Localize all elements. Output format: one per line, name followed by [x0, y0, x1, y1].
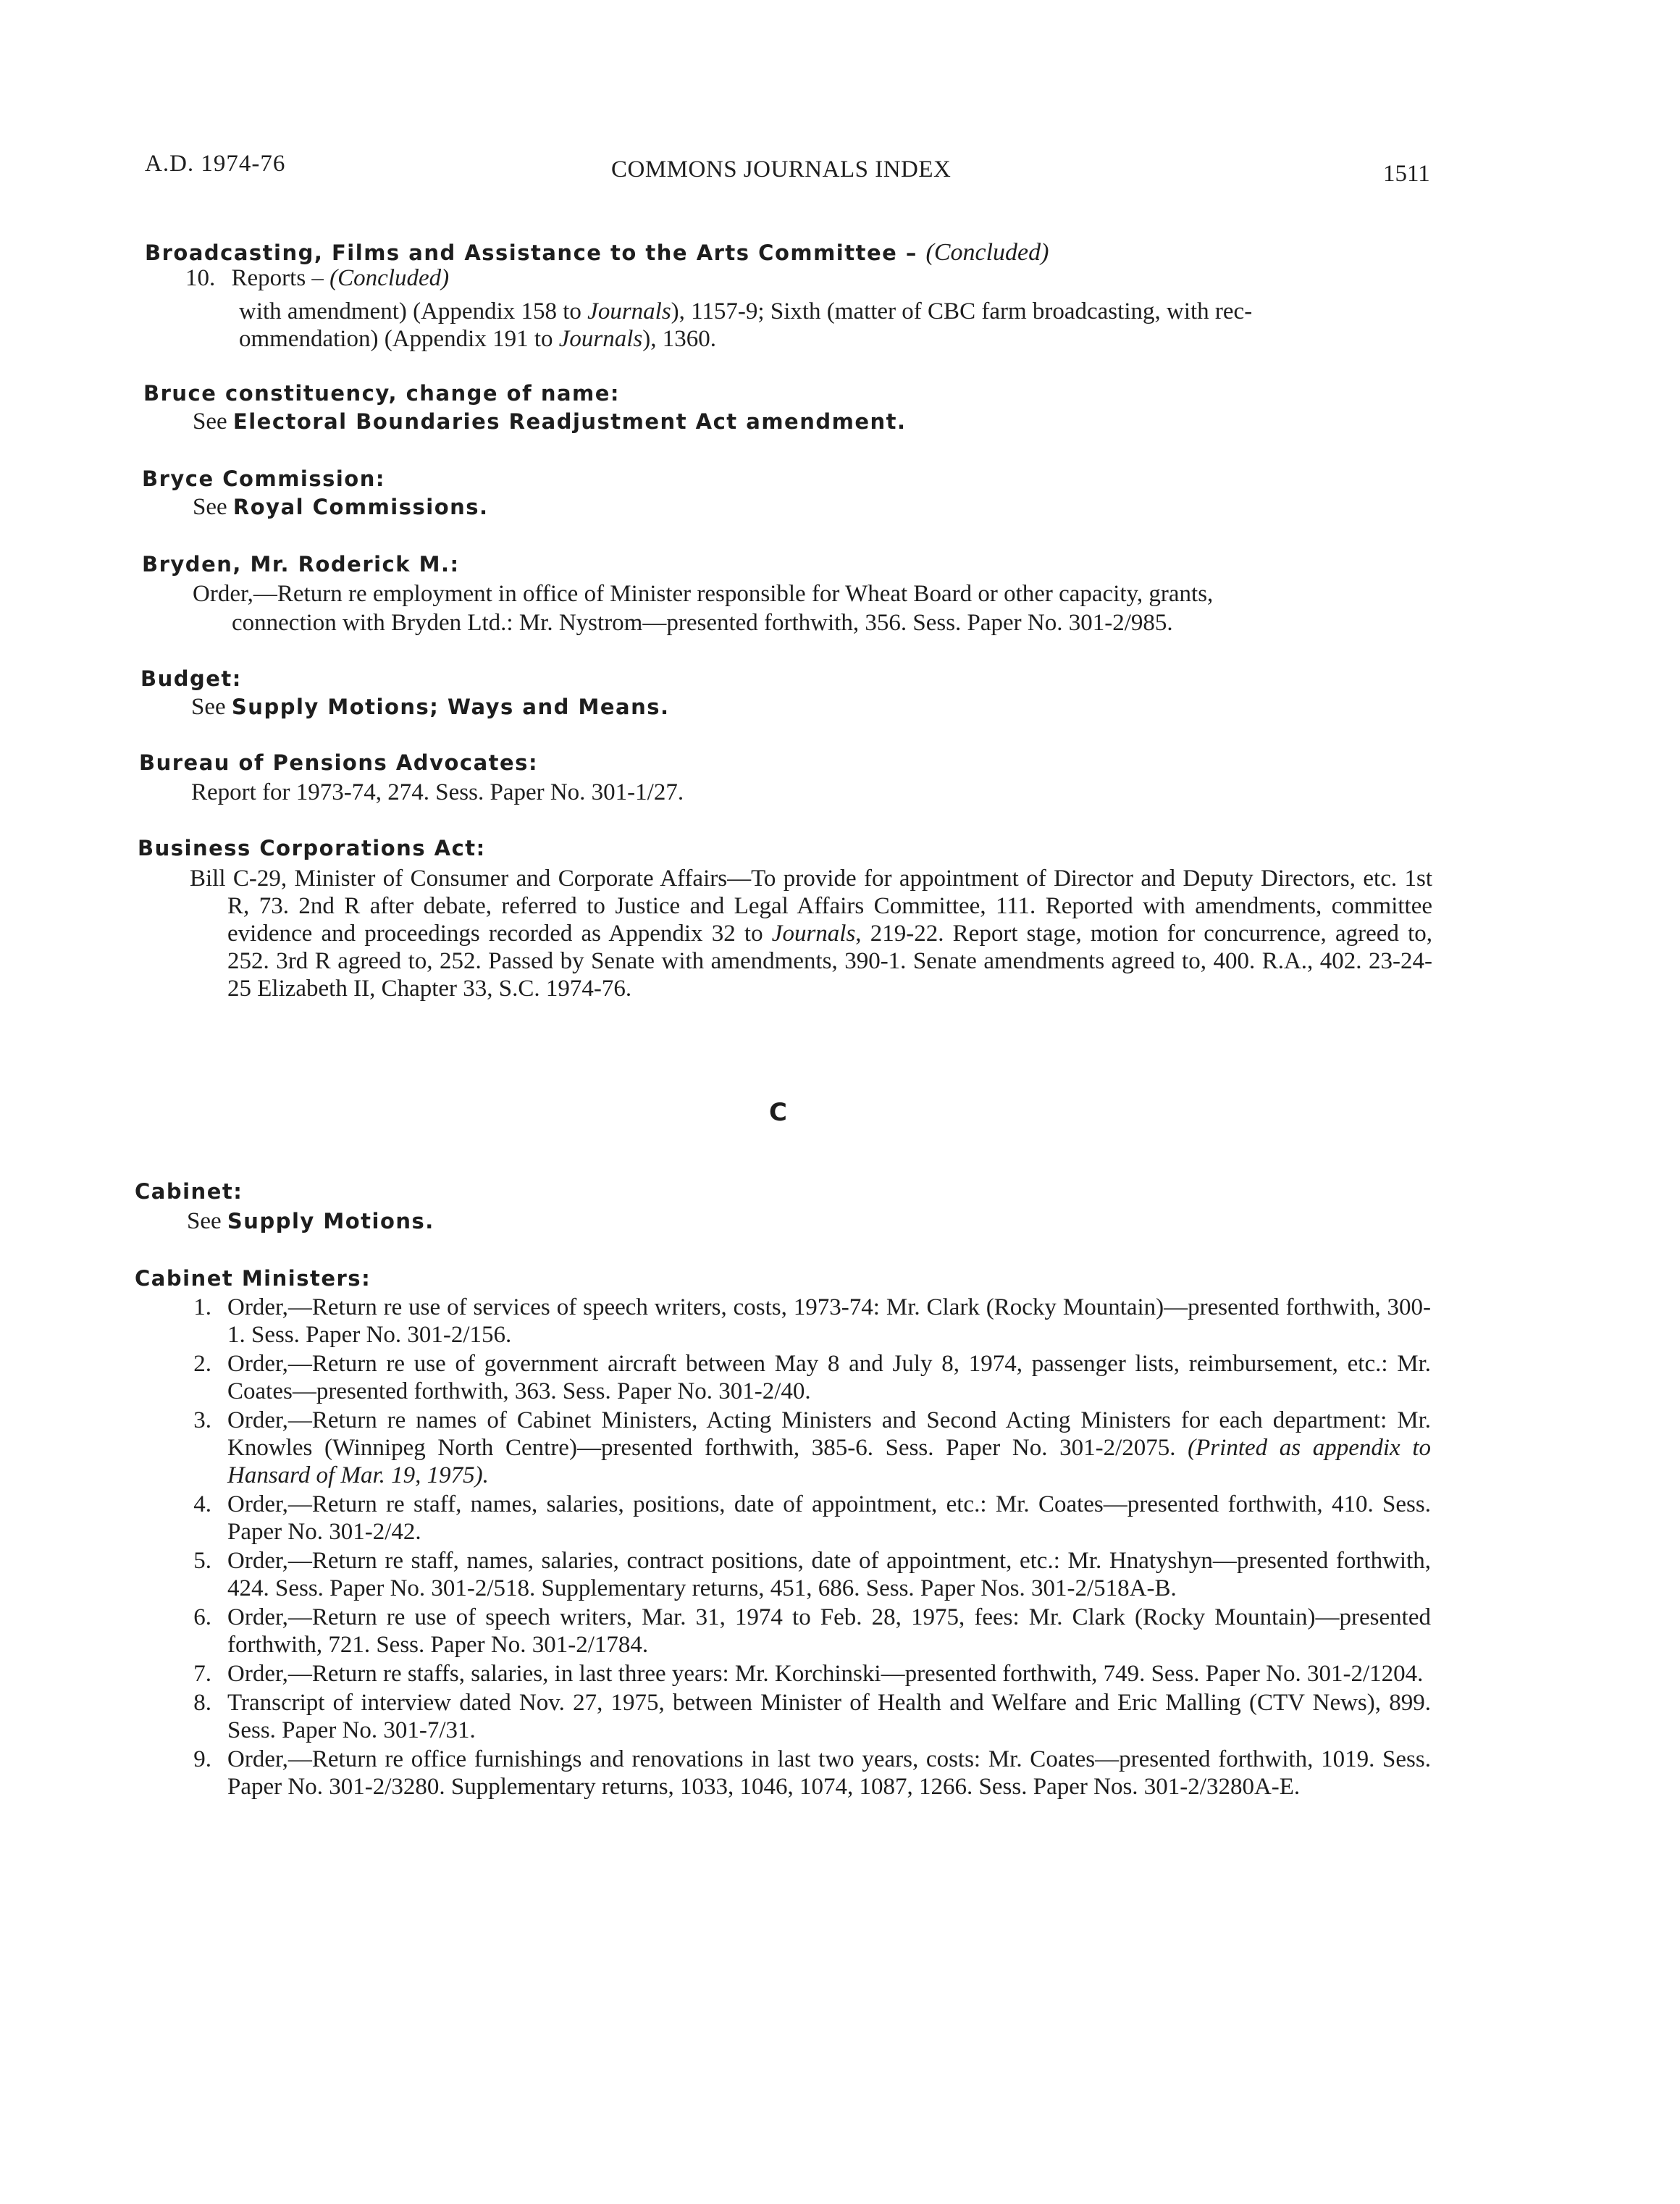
- text-run: ), 1157-9; Sixth (matter of CBC farm broadcasting, with rec-: [671, 298, 1253, 324]
- entry-heading-bryden: Bryden, Mr. Roderick M.:: [142, 552, 460, 577]
- list-item: [182, 1689, 1431, 1744]
- text-run: with amendment) (Appendix 158 to: [239, 298, 588, 324]
- header-date-range: A.D. 1974-76: [145, 151, 286, 177]
- subentry-reports: [185, 265, 449, 292]
- item-number: 8.: [193, 1690, 211, 1716]
- cabinet-ministers-list: [182, 1294, 1431, 1802]
- cross-reference: Supply Motions; Ways and Means.: [231, 695, 670, 719]
- entry-heading-bureau: Bureau of Pensions Advocates:: [139, 750, 539, 775]
- entry-line: connection with Bryden Ltd.: Mr. Nystrom—presented forthwith, 356. Sess. Paper No. 301-2/985.: [232, 610, 1173, 636]
- entry-line: Report for 1973-74, 274. Sess. Paper No. 301-1/27.: [191, 779, 684, 805]
- text-run: Bill C-29, Minister of Consumer and Corporate Affairs—To provide for appointment of Director and Deputy Directors, etc. 1st R, 73. 2nd R after debate, referred to Justice and Legal Affairs Committee, 111. Reported with amendments, committee evidence and proceedings recorded as Appendix 32 to: [190, 866, 1432, 947]
- heading-continued: (Concluded): [925, 239, 1049, 266]
- item-text: Transcript of interview dated Nov. 27, 1975, between Minister of Health and Welfare and Eric Malling (CTV News), 899. Sess. Paper No. 301-7/31.: [227, 1690, 1431, 1743]
- see-reference: [193, 408, 907, 435]
- list-item: [182, 1407, 1431, 1489]
- text-run: , 219-22. Report stage, motion for concurrence, agreed to, 252. 3rd R agreed to, 252. Passed by Senate with amendments, 390-1. Senate amendments agreed to, 400. R.A., 402. 23-24-25 Elizabeth II, Chapter 33, S.C. 1974-76.: [227, 921, 1432, 1002]
- italic-run: Journals: [587, 298, 671, 324]
- item-text: Order,—Return re use of government aircraft between May 8 and July 8, 1974, passenger lists, reimbursement, etc.: Mr. Coates—presented forthwith, 363. Sess. Paper No. 301-2/40.: [227, 1351, 1431, 1404]
- page-number: 1511: [1383, 161, 1430, 187]
- entry-paragraph: [190, 865, 1432, 1002]
- italic-run: Journals: [558, 326, 643, 352]
- entry-heading-cabinet-ministers: Cabinet Ministers:: [135, 1266, 371, 1291]
- text-run: ommendation) (Appendix 191 to: [239, 326, 559, 352]
- entry-heading-bruce: Bruce constituency, change of name:: [143, 381, 621, 406]
- see-label: See: [193, 408, 233, 435]
- list-item: [182, 1294, 1431, 1349]
- entry-heading-bryce: Bryce Commission:: [142, 466, 385, 491]
- text-run: ), 1360.: [642, 326, 717, 352]
- entry-heading-business-corporations: Business Corporations Act:: [138, 836, 486, 860]
- see-reference: [191, 694, 670, 721]
- header-title: COMMONS JOURNALS INDEX: [611, 156, 952, 183]
- cross-reference: Royal Commissions.: [232, 495, 489, 519]
- item-text: Order,—Return re staffs, salaries, in last three years: Mr. Korchinski—presented forthwith, 749. Sess. Paper No. 301-2/1204.: [227, 1661, 1424, 1687]
- list-item: [182, 1660, 1431, 1688]
- entry-heading-cabinet: Cabinet:: [135, 1179, 243, 1204]
- item-number: 6.: [193, 1604, 211, 1630]
- item-text: Order,—Return re staff, names, salaries, positions, date of appointment, etc.: Mr. Coates—presented forthwith, 410. Sess. Paper No. 301-2/42.: [227, 1491, 1431, 1545]
- see-reference: [193, 494, 489, 521]
- item-text: Order,—Return re office furnishings and renovations in last two years, costs: Mr. Coates—presented forthwith, 1019. Sess. Paper No. 301-2/3280. Supplementary returns, 1033, 1046, 1074, 1087, 1266. Sess. Paper Nos. 301-2/3280A-E.: [227, 1746, 1431, 1800]
- item-number: 2.: [193, 1351, 211, 1377]
- heading-text: Broadcasting, Films and Assistance to the Arts Committee –: [145, 240, 917, 265]
- item-text: Order,—Return re use of speech writers, Mar. 31, 1974 to Feb. 28, 1975, fees: Mr. Clark (Rocky Mountain)—presented forthwith, 721. Sess. Paper No. 301-2/1784.: [227, 1604, 1431, 1658]
- list-item: [182, 1746, 1431, 1801]
- item-number: 9.: [193, 1746, 211, 1772]
- subentry-number: 10.: [185, 265, 216, 291]
- item-number: 1.: [193, 1294, 211, 1320]
- list-item: [182, 1547, 1431, 1602]
- item-number: 5.: [193, 1548, 211, 1574]
- cross-reference: Supply Motions.: [227, 1209, 434, 1233]
- entry-heading-broadcasting: [145, 239, 1049, 267]
- list-item: [182, 1604, 1431, 1659]
- list-item: [182, 1350, 1431, 1405]
- item-number: 4.: [193, 1491, 211, 1517]
- section-letter: C: [769, 1098, 787, 1127]
- item-number: 3.: [193, 1407, 211, 1433]
- item-italic-note: (Printed as appendix to Hansard of Mar. 19, 1975).: [227, 1435, 1431, 1488]
- entry-line: [239, 326, 716, 353]
- see-label: See: [191, 694, 232, 720]
- item-number: 7.: [193, 1661, 211, 1687]
- running-header: [0, 151, 1680, 187]
- subentry-label: Reports –: [231, 265, 324, 291]
- see-label: See: [193, 494, 233, 520]
- cross-reference: Electoral Boundaries Readjustment Act amendment.: [232, 409, 907, 434]
- italic-run: Journals: [771, 921, 856, 947]
- item-text: Order,—Return re use of services of speech writers, costs, 1973-74: Mr. Clark (Rocky Mountain)—presented forthwith, 300-1. Sess. Paper No. 301-2/156.: [227, 1294, 1431, 1348]
- see-reference: [187, 1208, 434, 1235]
- entry-line: [239, 298, 1252, 325]
- list-item: [182, 1491, 1431, 1546]
- entry-heading-budget: Budget:: [140, 666, 242, 691]
- subentry-continued: (Concluded): [329, 265, 450, 291]
- entry-line: Order,—Return re employment in office of Minister responsible for Wheat Board or other capacity, grants,: [193, 581, 1214, 607]
- item-text: Order,—Return re staff, names, salaries, contract positions, date of appointment, etc.: Mr. Hnatyshyn—presented forthwith, 424. Sess. Paper No. 301-2/518. Supplementary returns, 451, 686. Sess. Paper Nos. 301-2/518A-B.: [227, 1548, 1431, 1601]
- see-label: See: [187, 1208, 227, 1234]
- item-text: Order,—Return re names of Cabinet Ministers, Acting Ministers and Second Acting Ministers for each department: Mr. Knowles (Winnipeg North Centre)—presented forthwith, 385-6. Sess. Paper No. 301-2/2075.: [227, 1407, 1431, 1461]
